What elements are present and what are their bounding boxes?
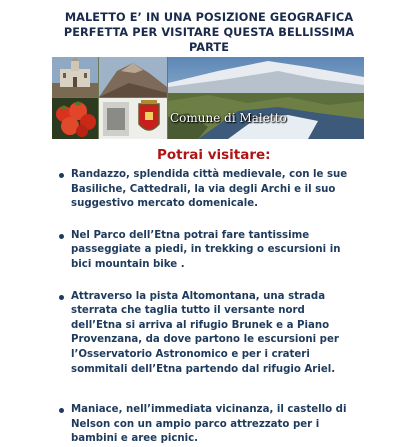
bullet-icon xyxy=(59,173,64,178)
etna-snow-river-photo xyxy=(168,57,364,139)
bullet-text: Nel Parco dell’Etna potrai fare tantissime passeggiate a piedi, in trekking o escursioni in bici mountain bike . xyxy=(71,229,341,270)
title-line-2: PERFETTA PER VISITARE QUESTA BELLISSIMA PARTE xyxy=(63,26,355,54)
list-item xyxy=(56,229,356,273)
bullet-text: Randazzo, splendida città medievale, con le sue Basiliche, Cattedrali, la via degli Archi e il suo suggestivo mercato domenicale. xyxy=(71,169,348,210)
bullet-text: Maniace, nell’immediata vicinanza, il castello di Nelson con un ampio parco attrezzato per i bambini e aree picnic. xyxy=(71,404,347,445)
list-item xyxy=(56,290,356,378)
list-item xyxy=(56,168,356,212)
bullet-text: Attraverso la pista Altomontana, una strada sterrata che taglia tutto il versante nord dell’Etna si arriva al rifugio Brunek e a Piano Provenzana, da dove partono le escursioni per l’Osservatorio Astronomico e per i crateri sommitali dell’Etna partendo dal rifugio Ariel. xyxy=(71,290,339,375)
banner-caption: Comune di Maletto xyxy=(170,111,287,125)
bullet-icon xyxy=(59,295,64,300)
bullet-icon xyxy=(59,234,64,239)
photo-banner xyxy=(52,57,364,139)
bullet-list xyxy=(56,168,356,447)
bullet-icon xyxy=(59,408,64,413)
section-heading: Potrai visitare: xyxy=(157,147,271,163)
church-photo xyxy=(52,57,98,97)
list-item xyxy=(56,403,356,447)
town-crest xyxy=(99,98,167,139)
strawberries-photo xyxy=(52,98,98,139)
title-line-1: MALETTO E’ IN UNA POSIZIONE GEOGRAFICA xyxy=(64,11,354,24)
volcano-summit-photo xyxy=(99,57,167,97)
